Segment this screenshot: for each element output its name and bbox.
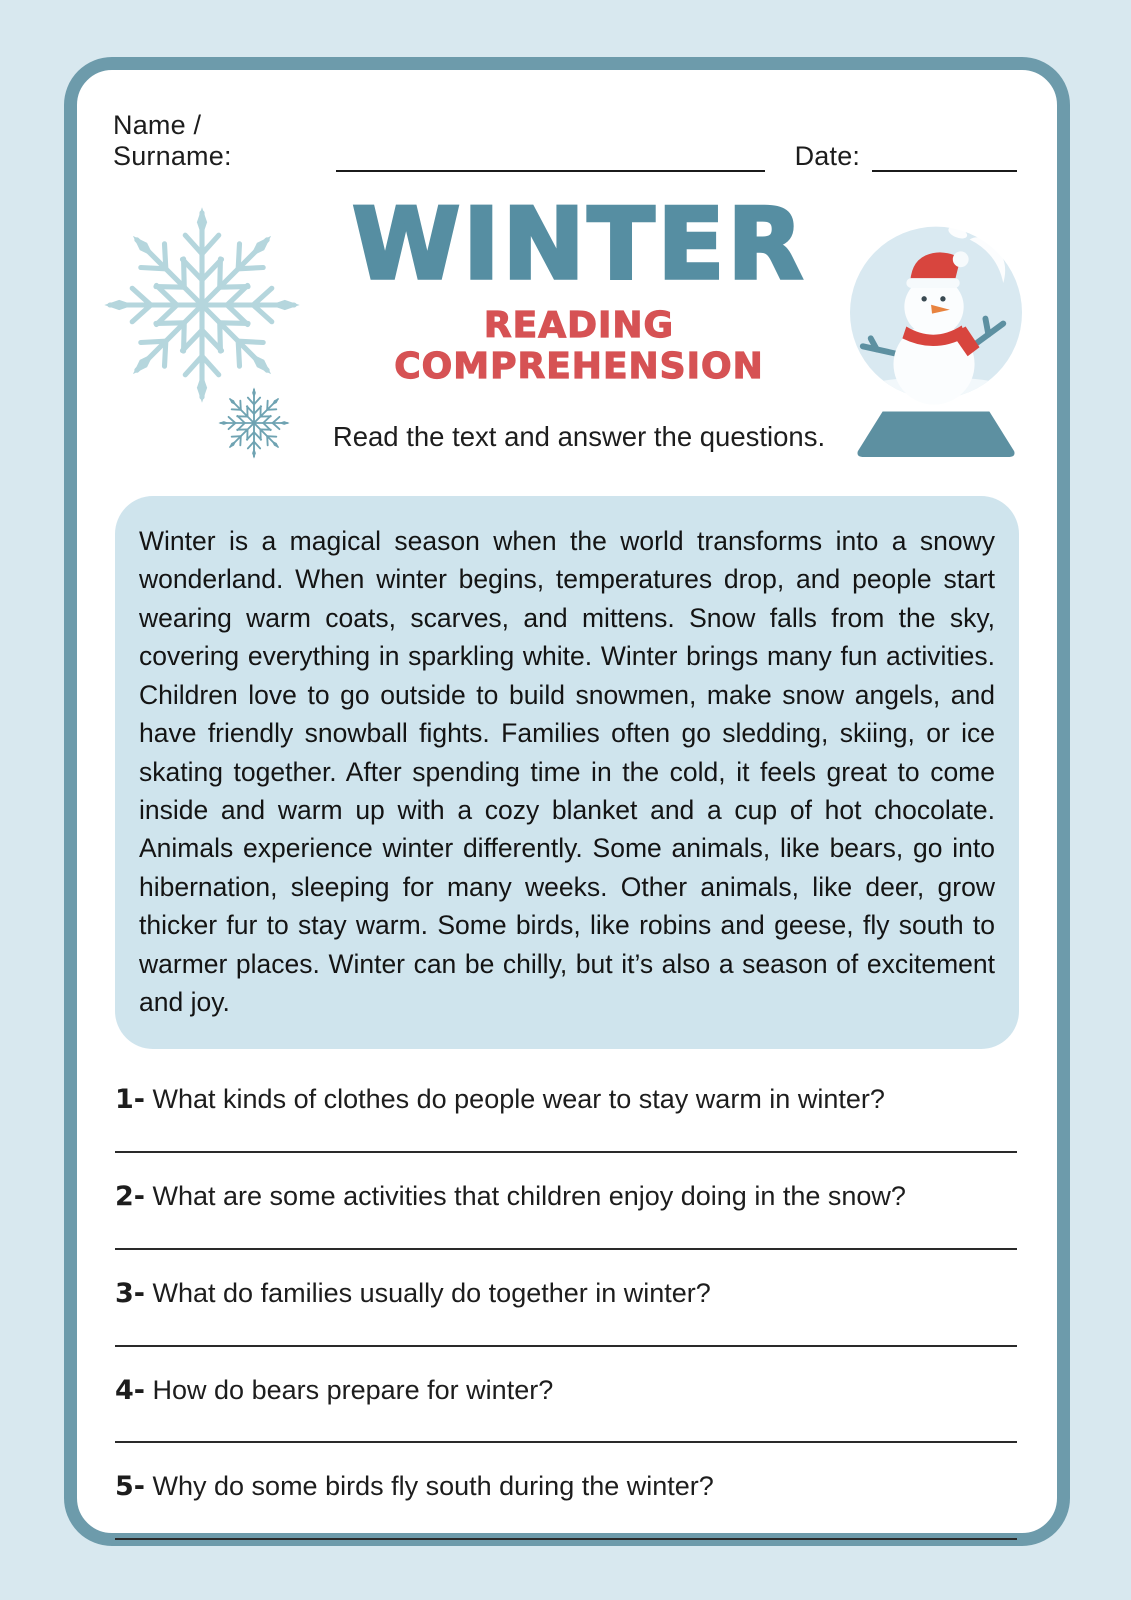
passage-text: Winter is a magical season when the world transforms into a snowy wonderland. When winter begins, temperatures drop, and people start wearing warm coats, scarves, and mittens. Snow falls from the sky, covering everything in sparkling white. Winter brings many fun activities. Children love to go outside to build snowmen, make snow angels, and have friendly snowball fights. Families often go sledding, skiing, or ice skating together. After spending time in the cold, it feels great to come inside and warm up with a cozy blanket and a cup of hot chocolate. Animals experience winter differently. Some animals, like bears, go into hibernation, sleeping for many weeks. Other animals, like deer, grow thicker fur to stay warm. Some birds, like robins and geese, fly south to warmer places. Winter can be chilly, but it’s also a season of excitement and joy. — [139, 526, 995, 1018]
instruction-text: Read the text and answer the questions. — [332, 420, 826, 452]
question-3-number: 3- — [115, 1277, 145, 1309]
small-snowflake-icon — [215, 384, 293, 462]
question-3-text: What do families usually do together in winter? — [152, 1277, 711, 1308]
question-1-number: 1- — [115, 1084, 145, 1116]
title-block — [77, 188, 1057, 476]
page-title: WINTER — [352, 188, 806, 302]
question-5 — [115, 1470, 1017, 1504]
question-1 — [115, 1083, 1017, 1117]
answer-line-1[interactable] — [115, 1117, 1017, 1153]
question-5-number: 5- — [115, 1471, 145, 1503]
passage-box — [115, 496, 1019, 1049]
large-snowflake-icon — [95, 198, 309, 412]
title-center — [317, 188, 841, 453]
answer-line-5[interactable] — [115, 1504, 1017, 1540]
header-row — [77, 70, 1057, 172]
question-4-number: 4- — [115, 1374, 145, 1406]
question-1-text: What kinds of clothes do people wear to stay warm in winter? — [152, 1084, 885, 1115]
question-4 — [115, 1374, 1017, 1408]
questions-section — [115, 1083, 1017, 1540]
question-2-text: What are some activities that children enjoy doing in the snow? — [152, 1181, 906, 1212]
question-2 — [115, 1180, 1017, 1214]
question-4-text: How do bears prepare for winter? — [152, 1374, 554, 1405]
question-2-number: 2- — [115, 1181, 145, 1213]
name-surname-label: Name / Surname: — [113, 110, 232, 171]
answer-line-3[interactable] — [115, 1311, 1017, 1347]
page-subtitle: READING COMPREHENSION — [394, 304, 764, 387]
snow-globe-snowman-icon — [847, 198, 1025, 460]
question-5-text: Why do some birds fly south during the winter? — [152, 1471, 714, 1502]
worksheet-card — [64, 57, 1070, 1546]
question-3 — [115, 1277, 1017, 1311]
date-label: Date: — [794, 141, 861, 171]
answer-line-2[interactable] — [115, 1214, 1017, 1250]
name-input-line[interactable] — [336, 142, 765, 172]
date-input-line[interactable] — [872, 142, 1017, 172]
answer-line-4[interactable] — [115, 1407, 1017, 1443]
